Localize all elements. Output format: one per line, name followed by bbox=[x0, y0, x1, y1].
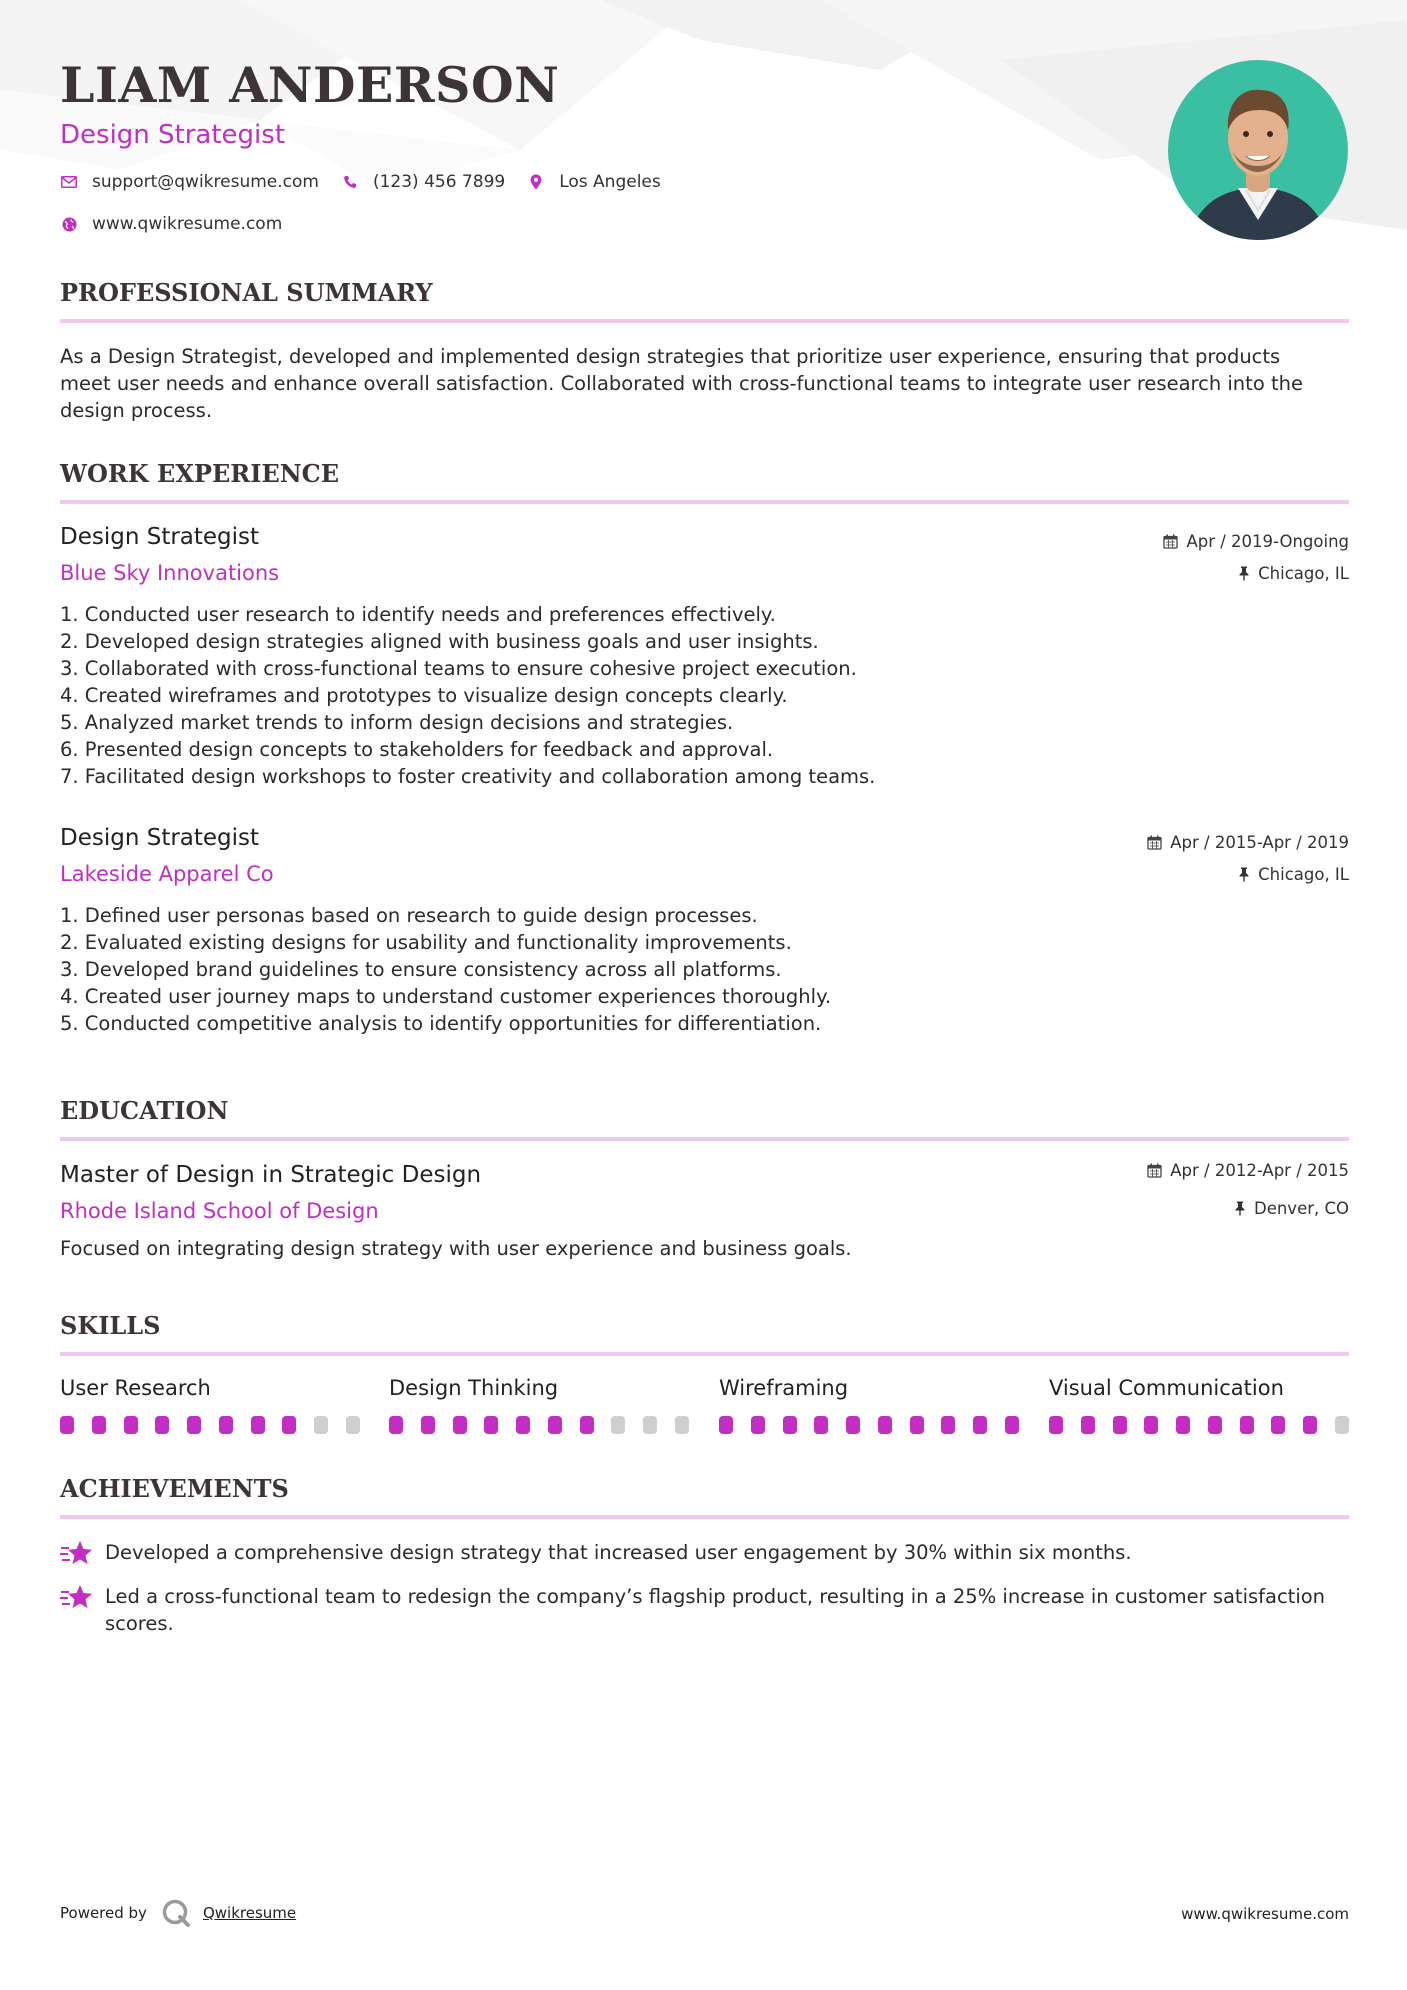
achievement-text: Developed a comprehensive design strategy that increased user engagement by 30% within six months. bbox=[105, 1541, 1132, 1564]
rating-dot-filled bbox=[187, 1416, 201, 1434]
rating-dot-filled bbox=[1049, 1416, 1063, 1434]
skill-name: Visual Communication bbox=[1049, 1376, 1284, 1400]
contact-location bbox=[527, 172, 661, 192]
bullet-item: 2. Evaluated existing designs for usability and functionality improvements. bbox=[60, 931, 792, 954]
candidate-name: LIAM ANDERSON bbox=[60, 56, 560, 114]
rating-dot-empty bbox=[643, 1416, 657, 1434]
bullet-item: 4. Created wireframes and prototypes to visualize design concepts clearly. bbox=[60, 684, 788, 707]
pushpin-icon bbox=[1238, 867, 1250, 882]
website-text: www.qwikresume.com bbox=[92, 214, 283, 234]
contact-email[interactable] bbox=[60, 172, 319, 192]
bullet-item: 1. Conducted user research to identify needs and preferences effectively. bbox=[60, 603, 776, 626]
star-icon bbox=[60, 1580, 94, 1614]
bullet-item: 2. Developed design strategies aligned with business goals and user insights. bbox=[60, 630, 819, 653]
footer-url[interactable]: www.qwikresume.com bbox=[1181, 1905, 1349, 1923]
rating-dot-empty bbox=[346, 1416, 360, 1434]
location-text: Los Angeles bbox=[559, 172, 661, 192]
rating-dot-filled bbox=[251, 1416, 265, 1434]
job-title: Design Strategist bbox=[60, 825, 260, 851]
rating-dot-filled bbox=[941, 1416, 955, 1434]
bullet-item: 7. Facilitated design workshops to foster creativity and collaboration among teams. bbox=[60, 765, 876, 788]
rating-dot-filled bbox=[1005, 1416, 1019, 1434]
job-dates bbox=[1147, 833, 1349, 852]
skill-rating bbox=[1049, 1416, 1349, 1434]
bullet-item: 3. Collaborated with cross-functional teams to ensure cohesive project execution. bbox=[60, 657, 857, 680]
rating-dot-filled bbox=[219, 1416, 233, 1434]
company-name: Lakeside Apparel Co bbox=[60, 862, 274, 886]
skill-rating bbox=[60, 1416, 360, 1434]
job-location bbox=[1238, 564, 1349, 583]
education-description: Focused on integrating design strategy with user experience and business goals. bbox=[60, 1237, 852, 1260]
location-text: Chicago, IL bbox=[1258, 865, 1349, 884]
education-dates bbox=[1147, 1161, 1349, 1180]
rating-dot-filled bbox=[516, 1416, 530, 1434]
contact-row bbox=[60, 172, 683, 192]
section-title-achievements: ACHIEVEMENTS bbox=[60, 1474, 1349, 1519]
bullet-item: 5. Conducted competitive analysis to identify opportunities for differentiation. bbox=[60, 1012, 822, 1035]
contact-phone[interactable] bbox=[341, 172, 505, 192]
job-bullets bbox=[60, 601, 1349, 790]
school-name: Rhode Island School of Design bbox=[60, 1199, 379, 1223]
calendar-icon bbox=[1147, 1163, 1162, 1178]
pushpin-icon bbox=[1238, 566, 1250, 581]
bullet-item: 5. Analyzed market trends to inform design decisions and strategies. bbox=[60, 711, 734, 734]
contact-website[interactable] bbox=[60, 214, 282, 234]
rating-dot-filled bbox=[1208, 1416, 1222, 1434]
footer-powered-by bbox=[60, 1898, 296, 1928]
section-title-experience: WORK EXPERIENCE bbox=[60, 459, 1349, 504]
email-text: support@qwikresume.com bbox=[92, 172, 319, 192]
rating-dot-filled bbox=[453, 1416, 467, 1434]
education-location bbox=[1234, 1199, 1349, 1218]
rating-dot-filled bbox=[719, 1416, 733, 1434]
achievement-item bbox=[60, 1583, 1349, 1637]
skill-item bbox=[60, 1376, 360, 1434]
phone-text: (123) 456 7899 bbox=[372, 172, 506, 192]
rating-dot-empty bbox=[611, 1416, 625, 1434]
degree-title: Master of Design in Strategic Design bbox=[60, 1162, 482, 1188]
skill-name: Wireframing bbox=[719, 1376, 849, 1400]
job-dates bbox=[1163, 532, 1349, 551]
achievement-text: Led a cross-functional team to redesign the company’s flagship product, resulting in a 25% increase in customer satisfaction scores. bbox=[105, 1585, 1326, 1635]
rating-dot-filled bbox=[282, 1416, 296, 1434]
rating-dot-filled bbox=[878, 1416, 892, 1434]
rating-dot-empty bbox=[1335, 1416, 1349, 1434]
qwikresume-logo-icon bbox=[161, 1898, 191, 1928]
skill-rating bbox=[389, 1416, 689, 1434]
bullet-item: 3. Developed brand guidelines to ensure consistency across all platforms. bbox=[60, 958, 782, 981]
company-name: Blue Sky Innovations bbox=[60, 561, 280, 585]
skill-item bbox=[719, 1376, 1019, 1434]
skill-item bbox=[389, 1376, 689, 1434]
rating-dot-filled bbox=[1144, 1416, 1158, 1434]
job-bullets bbox=[60, 902, 1349, 1037]
rating-dot-filled bbox=[814, 1416, 828, 1434]
rating-dot-empty bbox=[675, 1416, 689, 1434]
rating-dot-filled bbox=[1271, 1416, 1285, 1434]
rating-dot-filled bbox=[783, 1416, 797, 1434]
skill-item bbox=[1049, 1376, 1349, 1434]
phone-icon bbox=[341, 173, 359, 191]
star-icon bbox=[60, 1536, 94, 1570]
rating-dot-filled bbox=[1113, 1416, 1127, 1434]
dates-text: Apr / 2012-Apr / 2015 bbox=[1170, 1161, 1349, 1180]
brand-link[interactable]: Qwikresume bbox=[202, 1904, 297, 1922]
skill-name: User Research bbox=[60, 1376, 211, 1400]
achievement-item bbox=[60, 1539, 1349, 1570]
contact-row-2 bbox=[60, 214, 304, 234]
skill-name: Design Thinking bbox=[389, 1376, 559, 1400]
rating-dot-filled bbox=[1240, 1416, 1254, 1434]
rating-dot-filled bbox=[548, 1416, 562, 1434]
rating-dot-filled bbox=[846, 1416, 860, 1434]
candidate-title: Design Strategist bbox=[60, 120, 286, 150]
rating-dot-filled bbox=[124, 1416, 138, 1434]
rating-dot-filled bbox=[973, 1416, 987, 1434]
rating-dot-filled bbox=[1081, 1416, 1095, 1434]
pushpin-icon bbox=[1234, 1201, 1246, 1216]
envelope-icon bbox=[60, 173, 78, 191]
rating-dot-filled bbox=[92, 1416, 106, 1434]
section-title-skills: SKILLS bbox=[60, 1311, 1349, 1356]
powered-by-label: Powered by bbox=[60, 1904, 147, 1922]
calendar-icon bbox=[1163, 534, 1178, 549]
calendar-icon bbox=[1147, 835, 1162, 850]
rating-dot-filled bbox=[1303, 1416, 1317, 1434]
bullet-item: 6. Presented design concepts to stakeholders for feedback and approval. bbox=[60, 738, 774, 761]
summary-text: As a Design Strategist, developed and implemented design strategies that prioritize user experience, ensuring that products meet user needs and enhance overall satisfaction. Collaborated with cross-functional teams to integrate user research into the design process. bbox=[60, 345, 1303, 422]
avatar bbox=[1168, 60, 1348, 240]
rating-dot-filled bbox=[580, 1416, 594, 1434]
location-text: Chicago, IL bbox=[1258, 564, 1349, 583]
map-pin-icon bbox=[527, 173, 545, 191]
job-title: Design Strategist bbox=[60, 524, 260, 550]
dates-text: Apr / 2015-Apr / 2019 bbox=[1170, 833, 1349, 852]
dates-text: Apr / 2019-Ongoing bbox=[1186, 532, 1349, 551]
rating-dot-filled bbox=[1176, 1416, 1190, 1434]
rating-dot-filled bbox=[484, 1416, 498, 1434]
rating-dot-filled bbox=[389, 1416, 403, 1434]
rating-dot-filled bbox=[421, 1416, 435, 1434]
section-title-education: EDUCATION bbox=[60, 1096, 1349, 1141]
globe-icon bbox=[60, 215, 78, 233]
rating-dot-filled bbox=[155, 1416, 169, 1434]
rating-dot-filled bbox=[751, 1416, 765, 1434]
bullet-item: 1. Defined user personas based on research to guide design processes. bbox=[60, 904, 758, 927]
job-location bbox=[1238, 865, 1349, 884]
skill-rating bbox=[719, 1416, 1019, 1434]
location-text: Denver, CO bbox=[1253, 1199, 1349, 1218]
rating-dot-empty bbox=[314, 1416, 328, 1434]
rating-dot-filled bbox=[910, 1416, 924, 1434]
bullet-item: 4. Created user journey maps to understand customer experiences thoroughly. bbox=[60, 985, 832, 1008]
rating-dot-filled bbox=[60, 1416, 74, 1434]
section-title-summary: PROFESSIONAL SUMMARY bbox=[60, 278, 1349, 323]
